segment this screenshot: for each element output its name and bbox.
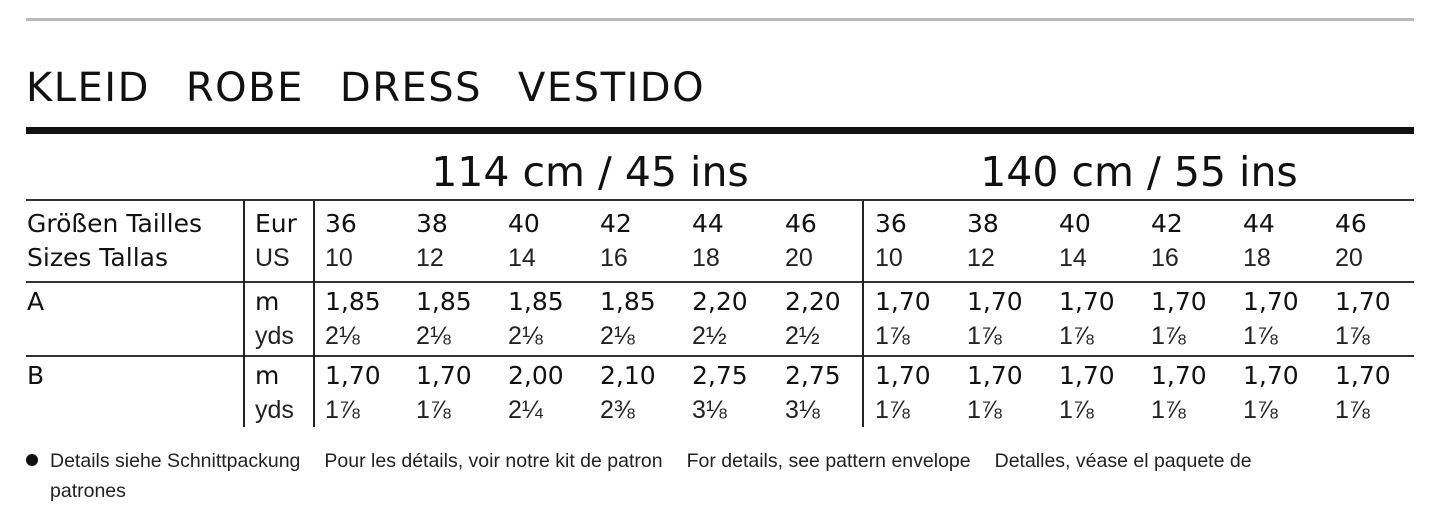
unit-us: US xyxy=(255,244,290,272)
size-us-4: 18 xyxy=(692,244,720,272)
view-a-meters-5: 2,20 xyxy=(785,287,841,316)
title-german: KLEID xyxy=(26,65,150,111)
size-us-5: 20 xyxy=(785,244,813,272)
fabric-width-114: 114 cm / 45 ins xyxy=(431,148,749,196)
footnote-spanish: Detalles, véase el paquete de xyxy=(994,450,1252,472)
label-column-divider xyxy=(243,201,245,427)
view-a-meters-8: 1,70 xyxy=(1059,287,1115,316)
view-b-meters-5: 2,75 xyxy=(785,361,841,390)
view-a-label: A xyxy=(27,287,45,316)
sizes-label-line1: Größen Tailles xyxy=(27,209,203,238)
view-b-meters-2: 2,00 xyxy=(508,361,564,390)
size-us-0: 10 xyxy=(325,244,353,272)
title-english: DRESS xyxy=(339,65,483,111)
view-a-yards-3: 2⅛ xyxy=(600,322,635,350)
view-a-unit-yds: yds xyxy=(255,322,294,350)
view-a-yards-1: 2⅛ xyxy=(416,322,451,350)
view-b-yards-10: 1⅞ xyxy=(1243,396,1278,424)
view-b-yards-5: 3⅛ xyxy=(785,396,820,424)
view-b-yards-0: 1⅞ xyxy=(325,396,360,424)
view-a-meters-6: 1,70 xyxy=(875,287,931,316)
title-divider xyxy=(26,127,1414,134)
view-a-meters-7: 1,70 xyxy=(967,287,1023,316)
size-eur-4: 44 xyxy=(692,209,724,238)
title-french: ROBE xyxy=(185,65,304,111)
size-eur-2: 40 xyxy=(508,209,540,238)
garment-title xyxy=(26,60,705,116)
view-a-unit-m: m xyxy=(255,287,280,316)
view-a-meters-9: 1,70 xyxy=(1151,287,1207,316)
view-b-yards-3: 2⅜ xyxy=(600,396,635,424)
unit-column-divider xyxy=(313,201,315,427)
view-b-meters-11: 1,70 xyxy=(1335,361,1391,390)
view-a-yards-0: 2⅛ xyxy=(325,322,360,350)
view-b-yards-4: 3⅛ xyxy=(692,396,727,424)
size-us-6: 10 xyxy=(875,244,903,272)
view-b-meters-9: 1,70 xyxy=(1151,361,1207,390)
size-us-9: 16 xyxy=(1151,244,1179,272)
width-group-divider xyxy=(862,201,864,427)
view-a-meters-11: 1,70 xyxy=(1335,287,1391,316)
size-eur-0: 36 xyxy=(325,209,357,238)
footnote-french: Pour les détails, voir notre kit de patron xyxy=(324,450,663,472)
size-us-8: 14 xyxy=(1059,244,1087,272)
view-b-yards-11: 1⅞ xyxy=(1335,396,1370,424)
top-divider xyxy=(26,18,1414,21)
view-a-yards-7: 1⅞ xyxy=(967,322,1002,350)
view-a-yards-8: 1⅞ xyxy=(1059,322,1094,350)
size-us-11: 20 xyxy=(1335,244,1363,272)
row-rule-a xyxy=(26,281,1414,283)
view-a-meters-1: 1,85 xyxy=(416,287,472,316)
view-b-meters-4: 2,75 xyxy=(692,361,748,390)
size-us-2: 14 xyxy=(508,244,536,272)
header-rule xyxy=(26,199,1414,201)
size-eur-7: 38 xyxy=(967,209,999,238)
footnote-line1 xyxy=(26,446,1414,476)
size-us-1: 12 xyxy=(416,244,444,272)
view-b-yards-2: 2¼ xyxy=(508,396,543,424)
sizes-label-line2: Sizes Tallas xyxy=(27,243,168,272)
view-a-yards-2: 2⅛ xyxy=(508,322,543,350)
view-a-yards-6: 1⅞ xyxy=(875,322,910,350)
view-b-label: B xyxy=(27,361,45,390)
title-spanish: VESTIDO xyxy=(518,65,706,111)
view-b-meters-7: 1,70 xyxy=(967,361,1023,390)
view-b-meters-1: 1,70 xyxy=(416,361,472,390)
size-eur-10: 44 xyxy=(1243,209,1275,238)
size-us-10: 18 xyxy=(1243,244,1271,272)
size-eur-6: 36 xyxy=(875,209,907,238)
view-b-meters-3: 2,10 xyxy=(600,361,656,390)
view-b-unit-m: m xyxy=(255,361,280,390)
view-a-meters-10: 1,70 xyxy=(1243,287,1299,316)
size-us-3: 16 xyxy=(600,244,628,272)
fabric-width-140: 140 cm / 55 ins xyxy=(980,148,1298,196)
view-a-meters-0: 1,85 xyxy=(325,287,381,316)
footnote xyxy=(26,446,1414,506)
footnote-line2: patrones xyxy=(50,480,126,502)
size-eur-1: 38 xyxy=(416,209,448,238)
view-a-meters-4: 2,20 xyxy=(692,287,748,316)
row-rule-b xyxy=(26,355,1414,357)
view-a-meters-3: 1,85 xyxy=(600,287,656,316)
view-b-yards-7: 1⅞ xyxy=(967,396,1002,424)
view-b-unit-yds: yds xyxy=(255,396,294,424)
view-b-yards-6: 1⅞ xyxy=(875,396,910,424)
view-b-meters-6: 1,70 xyxy=(875,361,931,390)
view-b-yards-1: 1⅞ xyxy=(416,396,451,424)
size-eur-5: 46 xyxy=(785,209,817,238)
view-a-yards-10: 1⅞ xyxy=(1243,322,1278,350)
view-a-yards-9: 1⅞ xyxy=(1151,322,1186,350)
footnote-english: For details, see pattern envelope xyxy=(686,450,971,472)
size-us-7: 12 xyxy=(967,244,995,272)
view-b-meters-0: 1,70 xyxy=(325,361,381,390)
size-eur-8: 40 xyxy=(1059,209,1091,238)
size-eur-11: 46 xyxy=(1335,209,1367,238)
footnote-german: Details siehe Schnittpackung xyxy=(50,450,301,472)
view-b-meters-8: 1,70 xyxy=(1059,361,1115,390)
size-eur-9: 42 xyxy=(1151,209,1183,238)
unit-eur: Eur xyxy=(255,209,297,238)
view-a-yards-4: 2½ xyxy=(692,322,727,350)
view-b-meters-10: 1,70 xyxy=(1243,361,1299,390)
view-a-meters-2: 1,85 xyxy=(508,287,564,316)
view-a-yards-5: 2½ xyxy=(785,322,820,350)
view-b-yards-9: 1⅞ xyxy=(1151,396,1186,424)
view-b-yards-8: 1⅞ xyxy=(1059,396,1094,424)
view-a-yards-11: 1⅞ xyxy=(1335,322,1370,350)
size-eur-3: 42 xyxy=(600,209,632,238)
bullet-icon xyxy=(26,454,38,466)
